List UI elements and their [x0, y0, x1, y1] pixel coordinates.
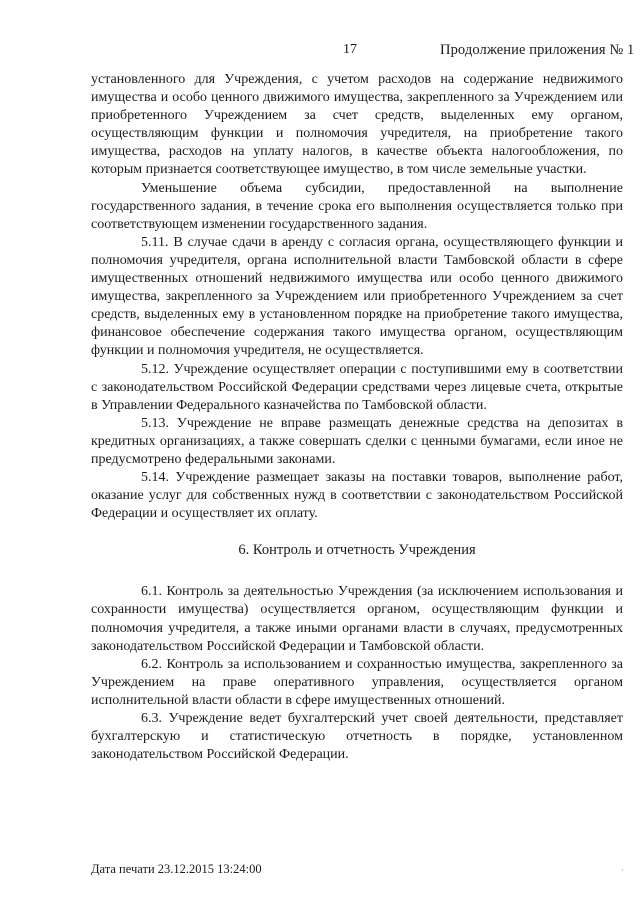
paragraph-6-2: 6.2. Контроль за использованием и сохранностью имущества, закрепленного за Учреждением на праве оперативного управления, осуществляется органом исполнительной власти области в сфере имущественных отношений. [91, 656, 623, 708]
print-date: Дата печати 23.12.2015 13:24:00 [91, 862, 262, 876]
document-body [91, 71, 623, 764]
paragraph-6-1: 6.1. Контроль за деятельностью Учреждения (за исключением использования и сохранности имущества) осуществляется органом, осуществляющим функции и полномочия учредителя, а также иными органами власти в случаях, предусмотренных законодательством Российской Федерации и Тамбовской области. [91, 584, 623, 654]
paragraph-continuation: установленного для Учреждения, с учетом расходов на содержание недвижимого имущества и особо ценного движимого имущества, закрепленного за Учреждением или приобретенного Учреждением за счет средств, выделенных ему органом, осуществляющим функции и полномочия учредителя, на приобретение такого имущества, расходов на уплату налогов, в качестве объекта налогообложения, по которым признается соответствующее имущество, в том числе земельные участки. [91, 72, 623, 178]
paragraph-subsidy-reduction: Уменьшение объема субсидии, предоставленной на выполнение государственного задания, в течение срока его выполнения осуществляется только при соответствующем изменении государственного задания. [91, 180, 623, 232]
page-number: 17 [343, 42, 357, 57]
paragraph-6-3: 6.3. Учреждение ведет бухгалтерский учет своей деятельности, представляет бухгалтерскую и статистическую отчетность в порядке, установленном законодательством Российской Федерации. [91, 711, 623, 763]
appendix-label: Продолжение приложения № 1 [440, 42, 635, 58]
corner-mark: · [621, 865, 624, 875]
paragraph-5-12: 5.12. Учреждение осуществляет операции с поступившими ему в соответствии с законодательством Российской Федерации средствами через лицевые счета, открытые в Управлении Федерального казначейства по Тамбовской области. [91, 361, 623, 413]
paragraph-5-14: 5.14. Учреждение размещает заказы на поставки товаров, выполнение работ, оказание услуг для собственных нужд в соответствии с законодательством Российской Федерации и осуществляет их оплату. [91, 470, 623, 522]
section-heading: 6. Контроль и отчетность Учреждения [238, 542, 476, 559]
paragraph-5-11: 5.11. В случае сдачи в аренду с согласия органа, осуществляющего функции и полномочия учредителя, органа исполнительной власти Тамбовской области в сфере имущественных отношений недвижимого имущества или особо ценного движимого имущества, закрепленного за Учреждением или приобретенного Учреждением за счет средств, выделенных ему в установленном порядке на приобретение такого имущества, финансовое обеспечение содержания такого имущества органом, осуществляющим функции и полномочия учредителя, не осуществляется. [91, 234, 623, 359]
paragraph-5-13: 5.13. Учреждение не вправе размещать денежные средства на депозитах в кредитных организациях, а также совершать сделки с ценными бумагами, если иное не предусмотрено федеральными законами. [91, 415, 623, 467]
